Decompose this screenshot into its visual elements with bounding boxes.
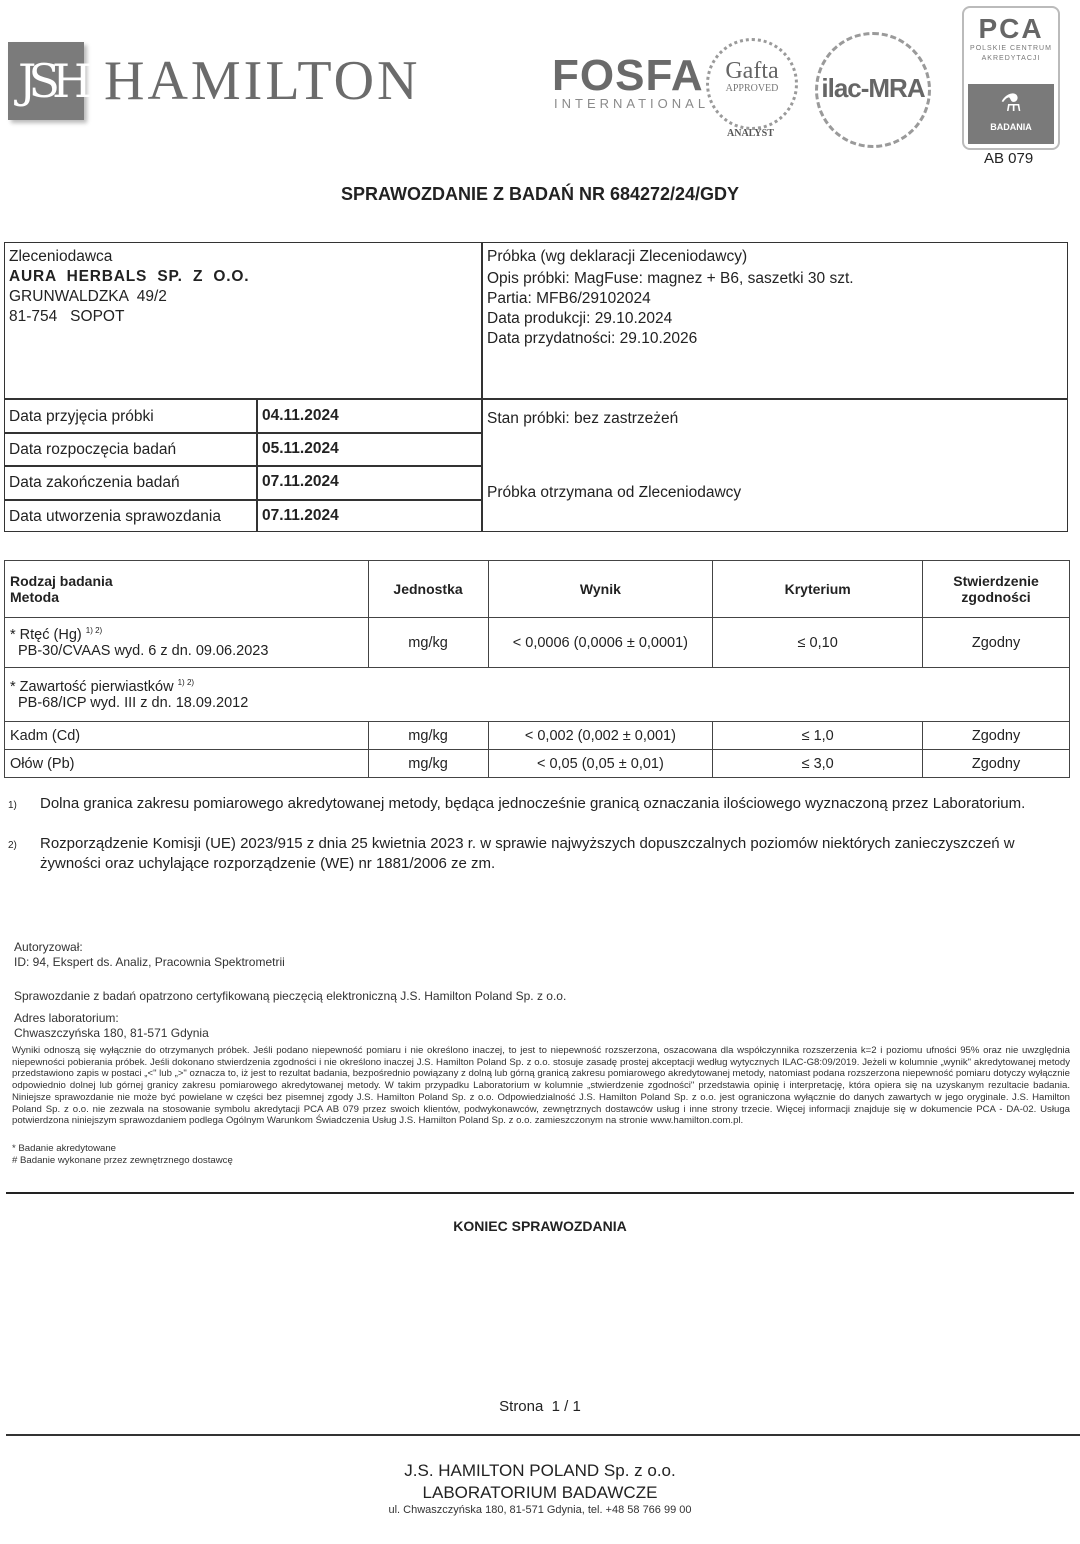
header-conformity-line1: Stwierdzenie bbox=[953, 573, 1039, 589]
result-cell: < 0,002 (0,002 ± 0,001) bbox=[488, 722, 713, 750]
sample-origin: Próbka otrzymana od Zleceniodawcy bbox=[487, 484, 742, 501]
unit-cell: mg/kg bbox=[368, 722, 488, 750]
end-of-report-label: KONIEC SPRAWOZDANIA bbox=[453, 1218, 627, 1234]
logo-monogram: JSH bbox=[18, 54, 85, 108]
dates-row-separator bbox=[4, 499, 482, 501]
date-value: 04.11.2024 bbox=[262, 407, 339, 424]
header-test-label: Rodzaj badania bbox=[10, 573, 113, 589]
pca-logo-title: PCA bbox=[978, 13, 1044, 44]
client-name: AURA HERBALS SP. Z O.O. bbox=[9, 268, 250, 285]
table-group-row bbox=[5, 668, 1070, 722]
unit-cell: mg/kg bbox=[368, 750, 488, 778]
table-row bbox=[5, 722, 1070, 750]
date-value: 07.11.2024 bbox=[262, 507, 339, 524]
flask-icon: ⚗ bbox=[1000, 90, 1022, 117]
date-label: Data zakończenia badań bbox=[9, 474, 180, 491]
test-name-cell: Kadm (Cd) bbox=[5, 722, 369, 750]
electronic-seal-note: Sprawozdanie z badań opatrzono certyfikowaną pieczęcią elektroniczną J.S. Hamilton Poland Sp. z o.o. bbox=[14, 989, 567, 1003]
gafta-logo-subtitle: APPROVED bbox=[725, 83, 779, 94]
fosfa-logo-subtitle: INTERNATIONAL bbox=[554, 96, 710, 111]
client-street: GRUNWALDZKA 49/2 bbox=[9, 288, 167, 305]
legend-external: # Badanie wykonane przez zewnętrznego dostawcę bbox=[12, 1155, 233, 1166]
test-group-cell bbox=[5, 668, 1070, 722]
footnote-number: 1) bbox=[8, 800, 17, 811]
results-header-row bbox=[5, 561, 1070, 618]
conformity-cell: Zgodny bbox=[923, 618, 1070, 668]
sample-expiry-date: Data przydatności: 29.10.2026 bbox=[487, 330, 698, 347]
test-cell bbox=[5, 618, 369, 668]
footnote-text: Rozporządzenie Komisji (UE) 2023/915 z dnia 25 kwietnia 2023 r. w sprawie najwyższych dopuszczalnych poziomów niektórych zanieczyszczeń w żywności oraz uchylające rozporządzenie (WE) nr 1881/2006 ze zm. bbox=[40, 835, 1015, 872]
test-name-cell: Ołów (Pb) bbox=[5, 750, 369, 778]
footer-company: J.S. HAMILTON POLAND Sp. z o.o. bbox=[404, 1461, 676, 1480]
footer-address: ul. Chwaszczyńska 180, 81-571 Gdynia, tel. +48 58 766 99 00 bbox=[388, 1504, 692, 1516]
results-table bbox=[4, 560, 1070, 778]
client-city: 81-754 SOPOT bbox=[9, 308, 125, 325]
legal-disclaimer: Wyniki odnoszą się wyłącznie do otrzymanych próbek. Jeśli podano niepewność pomiaru i nie określono inaczej, to jest to niepewność rozszerzona, oszacowana dla współczynnika rozszerzenia k=2 i poziomu ufności 95% oraz nie uwzględnia niepewności pobierania próbek. Jeśli dokonano stwierdzenia zgodności i nie określono inaczej J.S. Hamilton Poland Sp. z o.o. stosuje zasadę prostej akceptacji według wytycznych ILAC-G8:09/2019. Jeżeli w kolumnie „wynik" akredytowanej metody przedstawiono zapis w postaci „<" lub „>" oznacza to, iż jest to rezultat badania, bezpośrednio powiązany z dolną lub górną granicą zakresu pomiarowego akredytowanej metody, natomiast podana rozszerzona niepewność pomiaru dotyczy wyłącznie odpowiednio dolnej lub górnej granicy zakresu pomiarowego akredytowanej metody. W takim przypadku Laboratorium w kolumnie „stwierdzenie zgodności" przedstawia opinię i interpretację, która opiera się na uzyskanym rezultacie badania. Niniejsze sprawozdanie nie może być powielane w części bez pisemnej zgody J.S. Hamilton Poland Sp. z o.o. Odpowiedzialność J.S. Hamilton Poland Sp. z o.o. jest ograniczona wyłącznie do danych zawartych w jego oryginale. J.S. Hamilton Poland Sp. z o.o. nie zezwala na stosowanie symbolu akredytacji PCA AB 079 przez swoich klientów, podwykonawców, zewnętrznych dostawców usług i inne strony trzecie. Więcej informacji znajduje się w dokumencie PCA - DA-02. Usługa potwierdzona niniejszym sprawozdaniem podlega Ogólnym Warunkom Świadczenia Usług J.S. Hamilton Poland Sp. z o.o. zamieszczonym na stronie www.hamilton.com.pl. bbox=[12, 1045, 1070, 1127]
criterion-cell: ≤ 1,0 bbox=[713, 722, 923, 750]
test-name: * Rtęć (Hg) bbox=[10, 626, 86, 643]
dates-row-separator bbox=[4, 465, 482, 467]
pca-accreditation-logo bbox=[962, 6, 1060, 150]
info-box-divider bbox=[481, 242, 483, 532]
brand-name: HAMILTON bbox=[104, 50, 421, 112]
result-cell: < 0,05 (0,05 ± 0,01) bbox=[488, 750, 713, 778]
info-box-separator bbox=[4, 398, 1068, 400]
header-method-label: Metoda bbox=[10, 589, 59, 605]
pca-badge bbox=[968, 84, 1054, 144]
end-divider bbox=[6, 1192, 1074, 1194]
legend-accredited: * Badanie akredytowane bbox=[12, 1143, 117, 1154]
dates-row-separator bbox=[4, 432, 482, 434]
date-label: Data przyjęcia próbki bbox=[9, 408, 154, 425]
accreditation-code: AB 079 bbox=[984, 150, 1034, 167]
gafta-analyst-label: ANALYST bbox=[727, 128, 774, 139]
sample-section bbox=[487, 247, 854, 349]
conformity-cell: Zgodny bbox=[923, 722, 1070, 750]
footnote-number: 2) bbox=[8, 840, 17, 851]
result-cell: < 0,0006 (0,0006 ± 0,0001) bbox=[488, 618, 713, 668]
sample-production-date: Data produkcji: 29.10.2024 bbox=[487, 310, 673, 327]
report-title: SPRAWOZDANIE Z BADAŃ NR 684272/24/GDY bbox=[340, 184, 740, 204]
authorization-block bbox=[14, 940, 285, 970]
table-row bbox=[5, 618, 1070, 668]
conformity-cell: Zgodny bbox=[923, 750, 1070, 778]
criterion-cell: ≤ 3,0 bbox=[713, 750, 923, 778]
footnote-refs: 1) 2) bbox=[85, 626, 103, 636]
date-label: Data rozpoczęcia badań bbox=[9, 441, 177, 458]
date-value: 05.11.2024 bbox=[262, 440, 339, 457]
test-group-name: * Zawartość pierwiastków bbox=[10, 678, 178, 695]
unit-cell: mg/kg bbox=[368, 618, 488, 668]
lab-address-block bbox=[14, 1011, 209, 1041]
sample-description: Opis próbki: MagFuse: magnez + B6, saszetki 30 szt. bbox=[487, 270, 854, 287]
header-conformity-line2: zgodności bbox=[961, 589, 1031, 605]
column-header-test bbox=[5, 561, 369, 618]
table-row bbox=[5, 750, 1070, 778]
criterion-cell: ≤ 0,10 bbox=[713, 618, 923, 668]
page-number: Strona 1 / 1 bbox=[499, 1398, 581, 1415]
client-section bbox=[9, 247, 249, 327]
sample-batch: Partia: MFB6/29102024 bbox=[487, 290, 651, 307]
client-label: Zleceniodawca bbox=[9, 248, 113, 265]
authorized-by-label: Autoryzował: bbox=[14, 940, 83, 954]
pca-badge-label: BADANIA bbox=[990, 122, 1032, 132]
column-header-unit: Jednostka bbox=[368, 561, 488, 618]
pca-logo-subtitle-1: POLSKIE CENTRUM bbox=[970, 45, 1052, 52]
column-header-criterion: Kryterium bbox=[713, 561, 923, 618]
footer-division: LABORATORIUM BADAWCZE bbox=[422, 1483, 658, 1502]
hamilton-logo-mark bbox=[8, 42, 84, 120]
lab-address-label: Adres laboratorium: bbox=[14, 1011, 119, 1025]
date-value: 07.11.2024 bbox=[262, 473, 339, 490]
fosfa-logo: FOSFA bbox=[552, 51, 704, 100]
footnote-text: Dolna granica zakresu pomiarowego akredytowanej metody, będąca jednocześnie granicą oznaczania ilościowego wyznaczoną przez Laboratorium. bbox=[40, 795, 1026, 812]
footer-divider bbox=[6, 1434, 1080, 1436]
gafta-logo bbox=[706, 38, 798, 130]
footnote-refs: 1) 2) bbox=[177, 678, 195, 688]
column-header-conformity bbox=[923, 561, 1070, 618]
date-label: Data utworzenia sprawozdania bbox=[9, 508, 221, 525]
lab-address-value: Chwaszczyńska 180, 81-571 Gdynia bbox=[14, 1026, 209, 1040]
ilac-mra-logo-text: ilac-MRA bbox=[821, 73, 925, 103]
authorized-by-value: ID: 94, Ekspert ds. Analiz, Pracownia Spektrometrii bbox=[14, 955, 285, 969]
gafta-logo-title: Gafta bbox=[725, 58, 779, 84]
sample-condition: Stan próbki: bez zastrzeżeń bbox=[487, 410, 679, 427]
test-group-method: PB-68/ICP wyd. III z dn. 18.09.2012 bbox=[18, 694, 249, 711]
column-header-result: Wynik bbox=[488, 561, 713, 618]
pca-logo-subtitle-2: AKREDYTACJI bbox=[981, 55, 1041, 62]
ilac-mra-logo bbox=[815, 32, 931, 148]
sample-label: Próbka (wg deklaracji Zleceniodawcy) bbox=[487, 248, 748, 265]
test-method: PB-30/CVAAS wyd. 6 z dn. 09.06.2023 bbox=[18, 642, 269, 659]
